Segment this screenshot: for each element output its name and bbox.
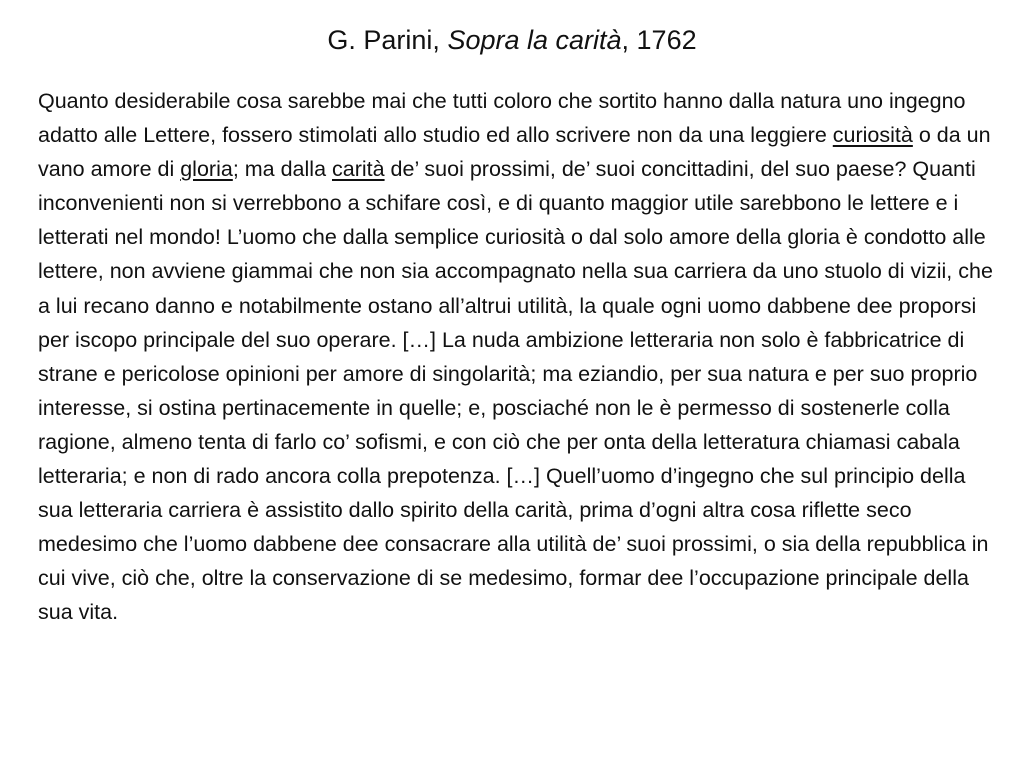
title-work: Sopra la carità <box>447 25 622 55</box>
paragraph-text-3: ; ma dalla <box>232 157 332 182</box>
slide-title <box>0 22 1024 58</box>
paragraph-text-1: Quanto desiderabile cosa sarebbe mai che tutti coloro che sortito hanno dalla natura uno ingegno adatto alle Lettere, fossero stimolati allo studio ed allo scrivere non da una leggiere <box>38 89 966 148</box>
title-author: G. Parini, <box>327 25 448 55</box>
underlined-word-curiosita: curiosità <box>832 123 913 148</box>
paragraph-text-2: o da un vano amore di <box>38 123 991 182</box>
underlined-word-carita: carità <box>332 157 385 182</box>
title-year: , 1762 <box>621 25 697 55</box>
quotation-paragraph <box>38 84 996 630</box>
underlined-word-gloria: gloria <box>180 157 233 182</box>
paragraph-text-4: de’ suoi prossimi, de’ suoi concittadini, del suo paese? Quanti inconvenienti non si verrebbono a schifare così, e di quanto maggior utile sarebbono le lettere e i letterati nel mondo! L’uomo che dalla semplice curiosità o dal solo amore della gloria è condotto alle lettere, non avviene giammai che non sia accompagnato nella sua carriera da uno stuolo di vizii, che a lui recano danno e notabilmente ostano all’altrui utilità, la quale ogni uomo dabbene dee proporsi per iscopo principale del suo operare. […] La nuda ambizione letteraria non solo è fabbricatrice di strane e pericolose opinioni per amore di singolarità; ma eziandio, per sua natura e per suo proprio interesse, si ostina pertinacemente in quelle; e, posciaché non le è permesso di sostenerle colla ragione, almeno tenta di farlo co’ sofismi, e con ciò che per onta della letteratura chiamasi cabala letteraria; e non di rado ancora colla prepotenza. […] Quell’uomo d’ingegno che sul principio della sua letteraria carriera è assistito dallo spirito della carità, prima d’ogni altra cosa riflette seco medesimo che l’uomo dabbene dee consacrare alla utilità de’ suoi prossimi, o sia della repubblica in cui vive, ciò che, oltre la conservazione di se medesimo, formar dee l’occupazione principale della sua vita. <box>38 157 993 625</box>
